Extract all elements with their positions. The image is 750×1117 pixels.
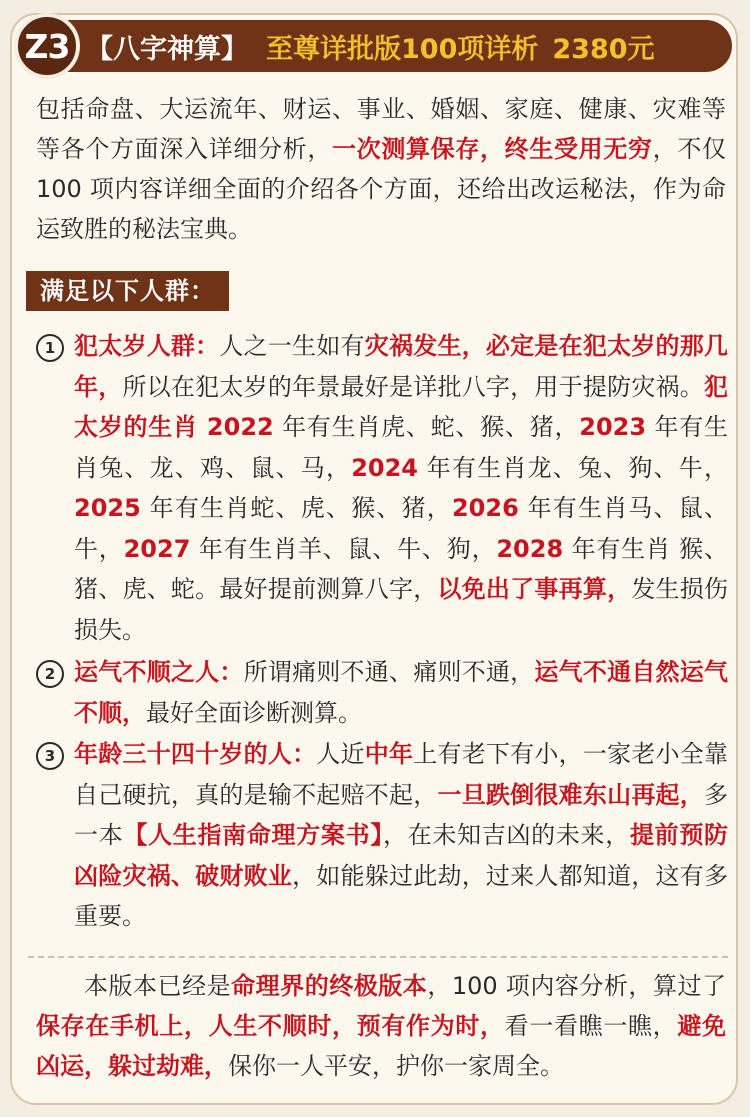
item-body: ，如能躲过此劫，过来人都知道，这有多重要。 [74,861,728,930]
item-body: 年有生肖虎、蛇、猴、猪， [273,413,580,441]
list-item [36,326,728,650]
item-body: 年有生肖 猴、猪、虎、蛇。最好提前测算八字， [74,534,728,603]
item-text [74,652,728,733]
item-text [74,326,728,650]
item-body: 上有老下有小，一家老小全靠自己硬抗，真的是输不起赔不起， [74,740,729,809]
item-body: 年有生肖龙、兔、狗、牛， [417,453,728,482]
product-code-badge: Z3 [14,13,80,79]
item-body: 发生损伤损失。 [74,575,729,644]
item-highlight: 以免出了事再算， [437,575,632,603]
list-item [36,652,728,733]
item-body: 人之一生如有 [219,332,365,360]
item-body: 年有生肖马、鼠、牛， [74,494,728,563]
item-highlight: 2023 [579,413,647,441]
item-highlight: 【人生指南命理方案书】 [123,821,384,849]
intro-text: 包括命盘、大运流年、财运、事业、婚姻、家庭、健康、灾难等等各个方面深入详细分析， [36,95,726,163]
footer-text: 本版本已经是 [84,972,232,1000]
item-highlight: 2025 [74,494,141,522]
header-bar [38,20,732,72]
item-body: ，在未知吉凶的未来， [383,821,630,849]
item-heading: 年龄三十四十岁的人： [74,740,317,768]
footer-paragraph [36,966,726,1086]
item-highlight: 运气不通自然运气不顺， [74,658,729,727]
product-header [14,13,732,79]
product-edition: 至尊详批版100项详析 [266,33,539,65]
product-title: 【八字神算】 [86,33,248,65]
item-heading: 犯太岁人群： [74,332,220,360]
item-highlight: 提前预防凶险灾祸、破财败业 [74,821,729,890]
item-highlight: 2024 [351,453,418,482]
item-highlight: 2026 [451,494,519,522]
item-highlight: 一旦跌倒很难东山再起， [437,780,705,809]
item-highlight: 2028 [496,534,564,563]
list-item [36,734,728,937]
section-tag: 满足以下人群： [26,271,229,311]
intro-highlight: 一次测算保存，终生受用无穷 [332,135,653,163]
item-heading: 运气不顺之人： [74,658,244,686]
item-body: 多一本 [74,780,729,849]
item-text [74,734,728,937]
item-highlight: 犯太岁的生肖 2022 [74,372,729,441]
footer-highlight: 命理界的终极版本 [231,972,428,1000]
item-body: 人近 [316,740,365,768]
item-number: 3 [36,742,64,770]
item-body: 最好全面诊断测算。 [146,698,362,727]
product-price: 2380元 [552,33,655,65]
item-body: 所以在犯太岁的年景最好是详批八字，用于提防灾祸。 [122,372,705,401]
footer-highlight: 保存在手机上，人生不顺时，预有作为时， [36,1012,505,1040]
item-body: 年有生肖兔、龙、鸡、鼠、马， [74,413,728,482]
item-body: 所谓痛则不通、痛则不通， [243,658,535,686]
footer-text: 保你一人平安，护你一家周全。 [228,1052,564,1080]
item-highlight: 中年 [364,740,414,768]
footer-text: ，100 项内容分析，算过了 [427,972,726,1000]
footer-text: 看一看瞧一瞧， [504,1012,678,1040]
item-body: 年有生肖蛇、虎、猴、猪， [140,494,452,522]
item-number: 2 [36,660,64,688]
item-body: 年有生肖羊、鼠、牛、狗， [190,534,497,563]
item-highlight: 2027 [123,534,191,563]
item-number: 1 [36,334,64,362]
item-highlight: 灾祸发生，必定是在犯太岁的那几年， [74,332,729,401]
footer-highlight: 避免凶运，躲过劫难， [36,1012,727,1080]
intro-text: ，不仅 100 项内容详细全面的介绍各个方面，还给出改运秘法，作为命运致胜的秘法宝典。 [36,135,727,243]
dashed-divider [28,956,728,958]
intro-paragraph [36,89,726,249]
